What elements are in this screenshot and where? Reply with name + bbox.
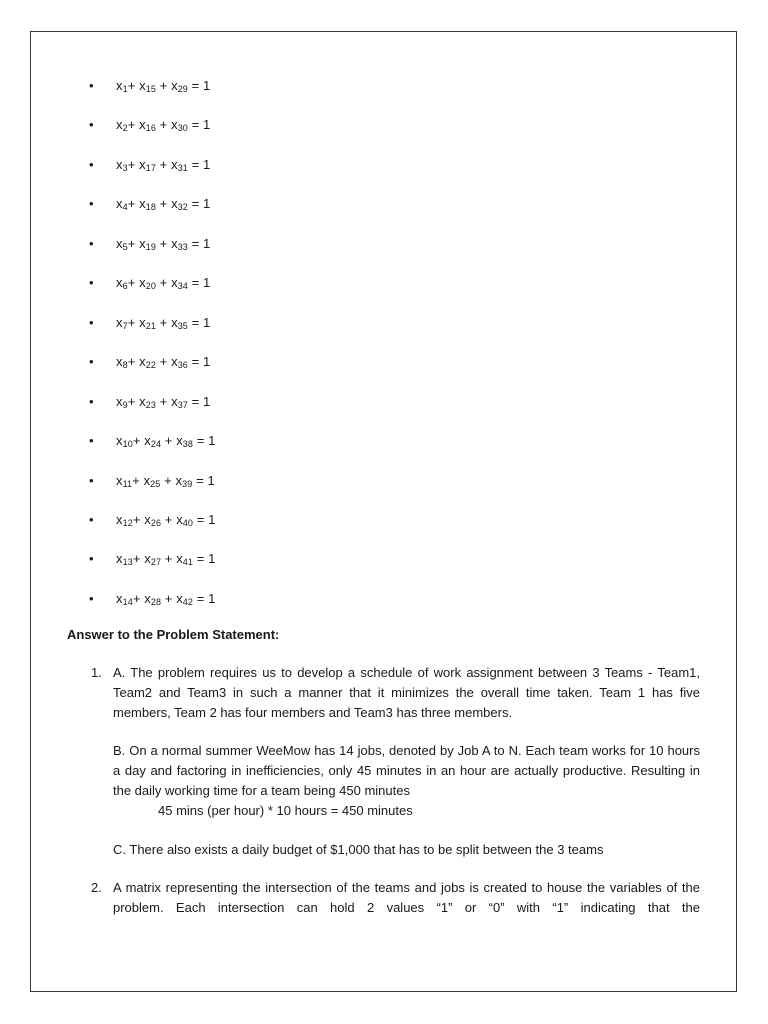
bullet-icon: • xyxy=(89,315,94,330)
equation-rhs: = 1 xyxy=(196,551,216,566)
variable: x xyxy=(139,394,146,409)
list-number: 2. xyxy=(91,880,102,895)
paragraph-1c: C. There also exists a daily budget of $1,000 that has to be split between the 3 teams xyxy=(113,842,604,857)
variable: x xyxy=(116,512,123,527)
variable-index: 27 xyxy=(150,557,162,567)
variable-index: 10 xyxy=(122,439,133,449)
variable-index: 15 xyxy=(145,84,156,94)
equation-rhs: = 1 xyxy=(196,512,216,527)
equation-rhs: = 1 xyxy=(191,394,211,409)
paragraph-1b: B. On a normal summer WeeMow has 14 jobs, denoted by Job A to N. Each team works for 10 hours a day and factoring in inefficiencies, only 45 minutes in an hour are actually productive. Resulting in the daily working time for a team being 450 minutes xyxy=(113,743,700,798)
variable: x xyxy=(139,354,146,369)
variable-index: 7 xyxy=(122,321,128,331)
variable-index: 9 xyxy=(122,400,128,410)
variable-index: 16 xyxy=(145,123,156,133)
variable-index: 1 xyxy=(122,84,128,94)
variable-index: 24 xyxy=(150,439,162,449)
variable: x xyxy=(116,117,123,132)
variable-index: 42 xyxy=(182,597,194,607)
list-number: 1. xyxy=(91,665,102,680)
equation-rhs: = 1 xyxy=(191,275,211,290)
variable: x xyxy=(116,196,123,211)
variable-index: 36 xyxy=(177,360,188,370)
variable: x xyxy=(116,78,123,93)
variable: x xyxy=(171,315,178,330)
variable: x xyxy=(176,433,183,448)
variable-index: 34 xyxy=(177,281,188,291)
variable-index: 33 xyxy=(177,242,188,252)
variable: x xyxy=(171,275,178,290)
variable: x xyxy=(116,315,123,330)
variable-index: 12 xyxy=(122,518,133,528)
variable-index: 39 xyxy=(182,479,193,489)
variable-index: 37 xyxy=(177,400,188,410)
constraint-equation: $x_4+ x_{18} + x_{32} = 1$ xyxy=(116,196,211,212)
constraint-equation: $x_{13}+ x_{27} + x_{41} = 1$ xyxy=(116,551,216,567)
constraint-equation: $x_3+ x_{17} + x_{31} = 1$ xyxy=(116,157,211,173)
variable: x xyxy=(139,275,146,290)
bullet-icon: • xyxy=(89,196,94,211)
calculation-line: 45 mins (per hour) * 10 hours = 450 minutes xyxy=(158,803,413,818)
bullet-icon: • xyxy=(89,433,94,448)
variable: x xyxy=(116,473,123,488)
variable-index: 11 xyxy=(122,479,133,489)
bullet-icon: • xyxy=(89,551,94,566)
variable-index: 35 xyxy=(177,321,188,331)
equation-rhs: = 1 xyxy=(196,473,215,488)
variable-index: 5 xyxy=(122,242,128,252)
section-heading: Answer to the Problem Statement: xyxy=(67,627,280,642)
variable: x xyxy=(176,512,183,527)
equation-rhs: = 1 xyxy=(191,78,211,93)
constraint-equation: $x_9+ x_{23} + x_{37} = 1$ xyxy=(116,394,211,410)
variable: x xyxy=(144,512,151,527)
variable: x xyxy=(171,78,178,93)
variable: x xyxy=(143,473,151,488)
variable-index: 25 xyxy=(150,479,161,489)
constraint-equation: $x_2+ x_{16} + x_{30} = 1$ xyxy=(116,117,211,133)
variable: x xyxy=(171,394,178,409)
variable-index: 31 xyxy=(177,163,188,173)
variable: x xyxy=(139,236,146,251)
variable-index: 18 xyxy=(145,202,156,212)
variable: x xyxy=(176,591,183,606)
variable: x xyxy=(116,354,123,369)
variable-index: 14 xyxy=(122,597,133,607)
variable: x xyxy=(139,315,146,330)
constraint-equation: $x_6+ x_{20} + x_{34} = 1$ xyxy=(116,275,211,291)
constraint-equation: $x_8+ x_{22} + x_{36} = 1$ xyxy=(116,354,211,370)
equation-rhs: = 1 xyxy=(191,196,211,211)
variable-index: 4 xyxy=(122,202,128,212)
constraint-equation: $x_{12}+ x_{26} + x_{40} = 1$ xyxy=(116,512,216,528)
variable: x xyxy=(139,157,146,172)
variable: x xyxy=(175,473,183,488)
bullet-icon: • xyxy=(89,591,94,606)
bullet-icon: • xyxy=(89,354,94,369)
constraint-equation: $x_{10}+ x_{24} + x_{38} = 1$ xyxy=(116,433,216,449)
variable: x xyxy=(144,551,151,566)
variable-index: 38 xyxy=(182,439,194,449)
constraint-equation: $x_5+ x_{19} + x_{33} = 1$ xyxy=(116,236,211,252)
variable: x xyxy=(171,196,178,211)
variable: x xyxy=(171,157,178,172)
variable: x xyxy=(116,236,123,251)
variable: x xyxy=(116,275,123,290)
bullet-icon: • xyxy=(89,236,94,251)
constraint-equation: $x_{11}+ x_{25} + x_{39} = 1$ xyxy=(116,473,215,489)
variable-index: 28 xyxy=(150,597,162,607)
variable-index: 13 xyxy=(122,557,133,567)
bullet-icon: • xyxy=(89,512,94,527)
variable: x xyxy=(171,354,178,369)
equation-rhs: = 1 xyxy=(191,354,211,369)
variable: x xyxy=(139,117,146,132)
variable-index: 17 xyxy=(145,163,156,173)
variable-index: 30 xyxy=(177,123,188,133)
variable-index: 26 xyxy=(150,518,162,528)
constraint-equation: $x_1+ x_{15} + x_{29} = 1$ xyxy=(116,78,211,94)
variable: x xyxy=(144,591,151,606)
bullet-icon: • xyxy=(89,157,94,172)
equation-rhs: = 1 xyxy=(191,315,211,330)
paragraph-2a: A matrix representing the intersection of the teams and jobs is created to house the variables of the problem. Each intersection can hold 2 values “1” or “0” with “1” indicating that the xyxy=(113,880,700,915)
bullet-icon: • xyxy=(89,275,94,290)
variable: x xyxy=(139,196,146,211)
bullet-icon: • xyxy=(89,78,94,93)
bullet-icon: • xyxy=(89,394,94,409)
variable: x xyxy=(144,433,151,448)
variable-index: 20 xyxy=(145,281,156,291)
variable-index: 41 xyxy=(182,557,194,567)
bullet-icon: • xyxy=(89,473,94,488)
variable: x xyxy=(116,551,123,566)
variable: x xyxy=(116,157,123,172)
variable-index: 40 xyxy=(182,518,194,528)
equation-rhs: = 1 xyxy=(191,157,211,172)
variable-index: 22 xyxy=(145,360,156,370)
variable: x xyxy=(116,394,123,409)
equation-rhs: = 1 xyxy=(196,433,216,448)
variable-index: 6 xyxy=(122,281,128,291)
paragraph-1a: A. The problem requires us to develop a schedule of work assignment between 3 Teams - Team1, Team2 and Team3 in such a manner that it minimizes the overall time taken. Team 1 has five members, Team 2 has four members and Team3 has three members. xyxy=(113,665,700,720)
bullet-icon: • xyxy=(89,117,94,132)
variable: x xyxy=(139,78,146,93)
variable-index: 32 xyxy=(177,202,188,212)
equation-rhs: = 1 xyxy=(191,117,211,132)
variable: x xyxy=(171,236,178,251)
variable-index: 29 xyxy=(177,84,188,94)
variable-index: 19 xyxy=(145,242,156,252)
variable: x xyxy=(176,551,183,566)
constraint-equation: $x_{14}+ x_{28} + x_{42} = 1$ xyxy=(116,591,216,607)
variable-index: 3 xyxy=(122,163,128,173)
variable-index: 21 xyxy=(145,321,156,331)
equation-rhs: = 1 xyxy=(191,236,211,251)
variable: x xyxy=(116,433,123,448)
variable: x xyxy=(171,117,178,132)
variable: x xyxy=(116,591,123,606)
variable-index: 8 xyxy=(122,360,128,370)
variable-index: 23 xyxy=(145,400,156,410)
constraint-equation: $x_7+ x_{21} + x_{35} = 1$ xyxy=(116,315,211,331)
equation-rhs: = 1 xyxy=(196,591,216,606)
variable-index: 2 xyxy=(122,123,128,133)
